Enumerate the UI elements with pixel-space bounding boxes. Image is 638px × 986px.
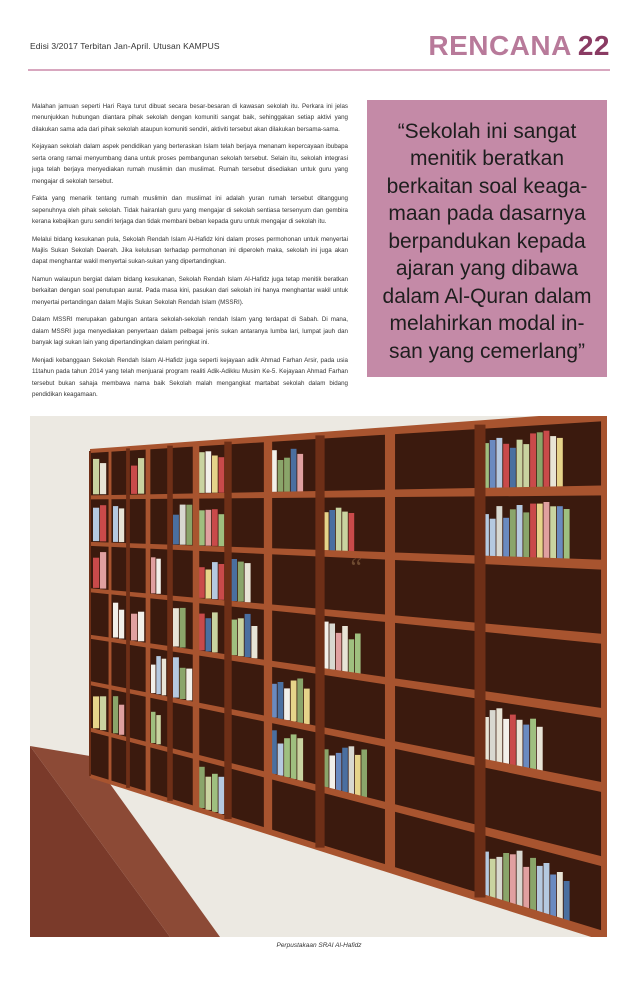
book — [530, 433, 536, 488]
shelf-divider — [224, 442, 231, 819]
book — [550, 875, 556, 918]
book — [278, 460, 284, 492]
book — [113, 603, 118, 638]
section-title — [428, 30, 610, 62]
book — [93, 558, 99, 588]
book — [119, 705, 124, 735]
book — [238, 562, 244, 602]
book — [503, 853, 509, 903]
book — [510, 509, 516, 558]
book — [199, 767, 205, 808]
section-name: RENCANA — [428, 30, 572, 61]
book — [156, 559, 161, 594]
photo-quote-mark: “ — [348, 553, 363, 582]
book — [329, 756, 335, 790]
photo-caption: Perpustakaan SRAI Al-Hafidz — [276, 942, 362, 949]
article-paragraph: Melalui bidang kesukanan pula, Sekolah Rendah Islam Al-Hafidz kini dalam proses permohonan untuk menyertai Majlis Sukan Sekolah Daerah. Jika kelulusan terhadap permohonan ini diperoleh maka, sekolah ini juga akan dapat menghantar wakil menyertai sukan-sukan yang dipertandingkan. — [32, 235, 348, 266]
book — [113, 696, 118, 733]
book — [113, 506, 118, 542]
book — [544, 502, 550, 559]
page-number: 22 — [577, 30, 610, 61]
book — [349, 513, 355, 552]
book — [342, 512, 348, 552]
book — [278, 744, 284, 776]
book — [219, 564, 225, 600]
book — [537, 727, 543, 772]
shelf-divider — [146, 447, 151, 794]
book — [219, 457, 225, 493]
book — [550, 436, 556, 488]
book — [496, 438, 502, 489]
book — [537, 432, 543, 488]
book — [291, 734, 297, 779]
book — [119, 508, 124, 542]
book — [510, 854, 516, 905]
book — [510, 448, 516, 489]
book — [496, 506, 502, 557]
shelf-divider — [167, 446, 173, 801]
book — [496, 708, 502, 763]
book — [151, 712, 156, 743]
book — [212, 562, 218, 599]
book — [517, 440, 523, 489]
book — [100, 463, 106, 494]
book — [278, 682, 284, 719]
book — [284, 458, 290, 492]
issue-info: Edisi 3/2017 Terbitan Jan-April. Utusan KAMPUS — [30, 41, 220, 51]
book — [245, 614, 251, 657]
book — [238, 618, 244, 656]
book — [151, 557, 156, 593]
book — [199, 567, 205, 598]
pull-quote-text: “Sekolah ini sangat menitik beratkan berkaitan soal keaga-maan pada dasarnya berpandukan kepada ajaran yang dibawa dalam Al-Quran dalam melahirkan modal in-san yang cemerlang” — [382, 119, 592, 363]
book — [349, 746, 355, 794]
book — [557, 872, 563, 919]
book — [329, 510, 335, 551]
book — [245, 563, 251, 602]
book — [199, 510, 205, 545]
shelf-divider — [601, 416, 607, 937]
article-paragraph: Malahan jamuan seperti Hari Raya turut dibuat secara besar-besaran di kawasan sekolah itu. Perkara ini jelas menunjukkan hubungan diantara pihak sekolah dengan komuniti sangat baik, sehinggakan setiap aktivi yang dilakukan sama ada dari pihak sekolah ataupun komuniti sendiri, aktiviti tersebut akan dilakukan bersama-sama. — [32, 103, 348, 133]
book — [557, 506, 563, 560]
book — [349, 639, 355, 672]
book — [219, 777, 225, 814]
book — [544, 431, 550, 489]
book — [219, 514, 225, 546]
book — [231, 620, 237, 656]
book — [284, 688, 290, 720]
book — [523, 725, 529, 769]
book — [156, 715, 161, 744]
book — [564, 509, 570, 560]
book — [503, 444, 509, 489]
shelf-divider — [109, 450, 112, 783]
book — [199, 452, 205, 493]
book — [206, 570, 212, 599]
article-paragraph: Namun walaupun bergiat dalam bidang kesukanan, Sekolah Rendah Islam Al-Hafidz juga tetap menitik beratkan berkaitan dengan soal penutupan aurat. Pada masa kini, pasukan dari sekolah ini hanya menghantar wakil untuk menyertai pertandingan dalam Majlis Sukan Sekolah Rendah Islam (MSSRI). — [32, 276, 348, 306]
book — [537, 504, 543, 560]
article-paragraph: Fakta yang menarik tentang rumah muslimin dan muslimat ini adalah yuran rumah tersebut ditanggung sepenuhnya oleh pihak sekolah. Tidak hairanlah guru yang mengajar di sekolah sentiasa tersenyum dan gembira kerana kebajikan guru sendiri terjaga dan tidak membani beban kepada guru untuk mengajar di sekolah itu. — [32, 195, 348, 226]
book — [297, 454, 303, 492]
book — [251, 626, 257, 658]
book — [490, 859, 496, 899]
book — [131, 466, 137, 494]
header-rule — [28, 69, 610, 71]
book — [212, 509, 218, 546]
article-body — [32, 101, 348, 407]
shelf-divider — [315, 435, 324, 847]
book — [93, 508, 99, 541]
book — [180, 608, 186, 648]
shelf-divider — [193, 444, 200, 809]
book — [530, 504, 536, 559]
book — [186, 669, 192, 701]
book — [199, 614, 205, 651]
book — [530, 858, 536, 911]
article-paragraph: Kejayaan sekolah dalam aspek pendidikan yang berteraskan Islam telah berjaya menanam kepercayaan ibubapa serta orang ramai menyumbang dana untuk proses pembangunan sekolah tersebut. Selain itu, sekolah integrasi juga telah berjaya menyediakan rumah muslimin dan muslimat. Rumah tersebut disediakan untuk guru yang mengajar di sekolah tersebut. — [32, 143, 348, 185]
shelf-divider — [475, 425, 486, 898]
book — [206, 618, 212, 651]
book — [119, 610, 124, 639]
book — [517, 851, 523, 907]
book — [151, 665, 156, 694]
shelf-divider — [385, 431, 395, 870]
book — [523, 512, 529, 558]
book — [336, 753, 342, 791]
book — [297, 738, 303, 781]
book — [180, 505, 186, 545]
book — [355, 634, 361, 674]
book — [173, 657, 179, 697]
pull-quote-box — [367, 100, 607, 377]
book — [361, 750, 367, 798]
book — [550, 506, 556, 559]
book — [355, 755, 361, 796]
book — [284, 738, 290, 777]
book — [138, 612, 144, 642]
book — [100, 505, 106, 541]
book — [523, 867, 529, 909]
book — [544, 863, 550, 915]
book — [490, 710, 496, 762]
book — [206, 777, 212, 810]
book — [342, 626, 348, 672]
book — [212, 456, 218, 493]
book — [496, 857, 502, 901]
book — [517, 720, 523, 768]
book — [336, 633, 342, 671]
book — [517, 505, 523, 558]
book — [180, 668, 186, 699]
book — [173, 515, 179, 545]
book — [557, 438, 563, 488]
book — [212, 774, 218, 812]
book — [537, 866, 543, 913]
shelf-divider — [126, 448, 130, 787]
book — [329, 624, 335, 670]
book — [291, 681, 297, 722]
book — [206, 451, 212, 493]
book — [510, 715, 516, 767]
shelf-divider — [89, 451, 91, 776]
bookshelf-illustration — [30, 416, 607, 937]
book — [523, 444, 529, 488]
book — [231, 559, 237, 601]
article-paragraph: Dalam MSSRI merupakan gabungan antara sekolah-sekolah rendah Islam yang terdapat di Sabah. Di mana, dalam MSSRI juga menyediakan penyertaan dalam pelbagai jenis sukan antaranya lumba lari, lumpat jauh dan banyak lagi sukan lain yang dipertandingkan dalam peringkat ini. — [32, 316, 348, 347]
book — [304, 689, 310, 725]
book — [100, 696, 106, 730]
library-photo — [30, 416, 607, 937]
book — [162, 659, 167, 696]
book — [503, 518, 509, 558]
book — [564, 881, 570, 922]
shelf-divider — [264, 439, 272, 831]
book — [173, 608, 179, 646]
book — [212, 612, 218, 652]
book — [156, 656, 161, 694]
book — [490, 440, 496, 489]
book — [297, 679, 303, 723]
book — [336, 508, 342, 551]
book — [530, 719, 536, 771]
book — [342, 748, 348, 793]
book — [503, 719, 509, 765]
book — [206, 510, 212, 546]
book — [138, 458, 144, 494]
book — [93, 696, 99, 728]
article-paragraph: Menjadi kebanggaan Sekolah Rendah Islam Al-Hafidz juga seperti kejayaan adik Ahmad Farhan Arsir, pada usia 11tahun pada tahun 2014 yang telah menjuarai program realiti Adik-Adikku Musim Ke-5. Kejayaan Ahmad Farhan tersebut bukan sahaja membawa nama baik Sekolah malah mengangkat martabat sekolah dalam bidang pendidikan keagamaan. — [32, 356, 348, 399]
book — [490, 519, 496, 558]
book — [131, 614, 137, 641]
book — [100, 552, 106, 589]
book — [291, 449, 297, 492]
book — [186, 505, 192, 545]
book — [93, 459, 99, 494]
